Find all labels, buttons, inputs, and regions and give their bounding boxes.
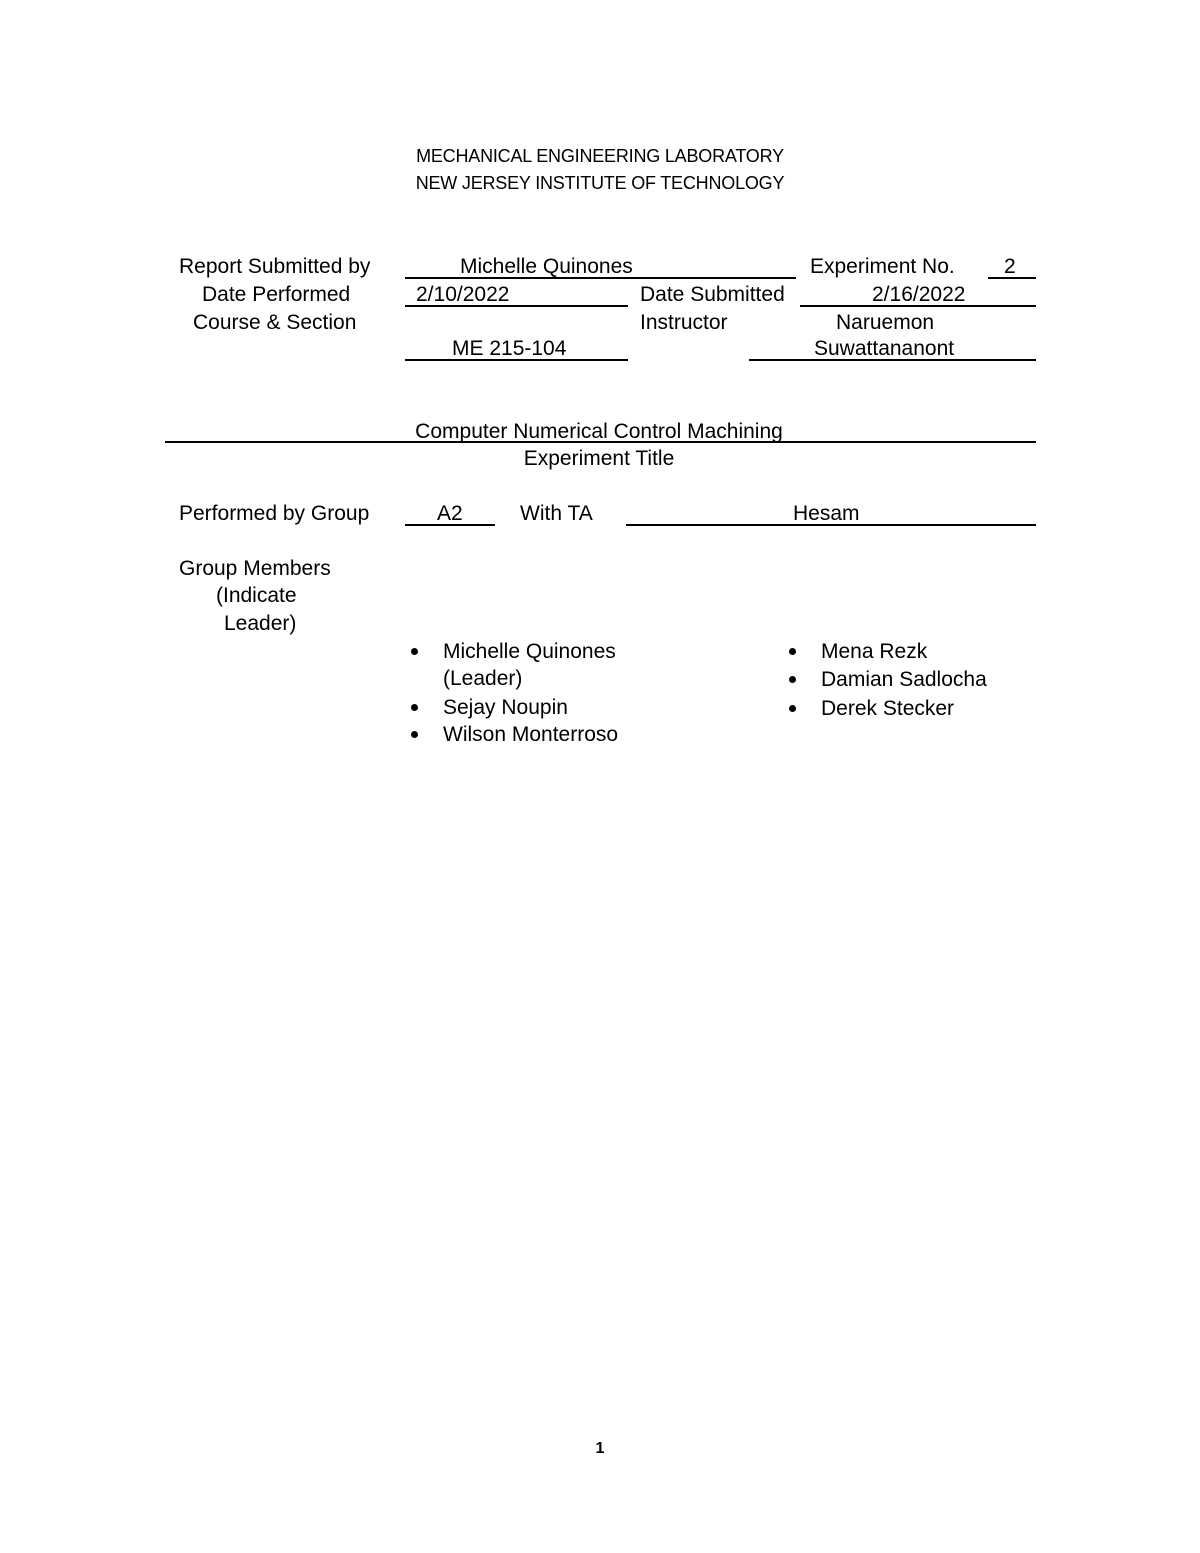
lab-header: MECHANICAL ENGINEERING LABORATORY [416,146,784,166]
member-item-leader-note: (Leader) [443,667,523,690]
experiment-title-underline [165,441,1036,443]
date-submitted-underline [800,305,1036,307]
date-performed-value: 2/10/2022 [416,283,510,306]
experiment-no-value: 2 [1004,255,1016,278]
group-members-label-leader: Leader) [224,612,297,635]
member-item: Wilson Monterroso [443,723,619,746]
ta-value: Hesam [793,502,860,525]
experiment-no-label: Experiment No. [810,255,955,278]
with-ta-label: With TA [520,502,593,525]
date-submitted-value: 2/16/2022 [872,283,966,306]
date-submitted-label: Date Submitted [640,283,785,306]
date-performed-label: Date Performed [202,283,351,306]
member-item: Sejay Noupin [443,696,568,719]
experiment-title-value: Computer Numerical Control Machining [415,420,783,443]
course-section-underline [405,359,628,361]
ta-underline [626,524,1036,526]
instructor-value-line1: Naruemon [836,311,935,334]
report-submitted-by-label: Report Submitted by [179,255,371,278]
member-item: Damian Sadlocha [821,668,987,691]
page-number: 1 [595,1440,605,1457]
institute-header: NEW JERSEY INSTITUTE OF TECHNOLOGY [415,173,785,193]
member-item: Michelle Quinones [443,640,616,663]
member-item: Derek Stecker [821,697,955,720]
instructor-underline [749,359,1036,361]
experiment-title-label: Experiment Title [523,447,675,470]
date-performed-underline [405,305,628,307]
course-section-label: Course & Section [193,311,357,334]
performed-by-group-label: Performed by Group [179,502,370,525]
group-value: A2 [437,502,463,525]
experiment-no-underline [988,277,1036,279]
group-members-label: Group Members [179,557,331,580]
report-submitted-by-underline [405,277,796,279]
course-section-value: ME 215-104 [452,337,567,360]
group-members-label-indicate: (Indicate [216,584,297,607]
instructor-label: Instructor [640,311,728,334]
report-submitted-by-value: Michelle Quinones [460,255,633,278]
group-underline [405,524,495,526]
instructor-value-line2: Suwattananont [814,337,955,360]
member-item: Mena Rezk [821,640,928,663]
